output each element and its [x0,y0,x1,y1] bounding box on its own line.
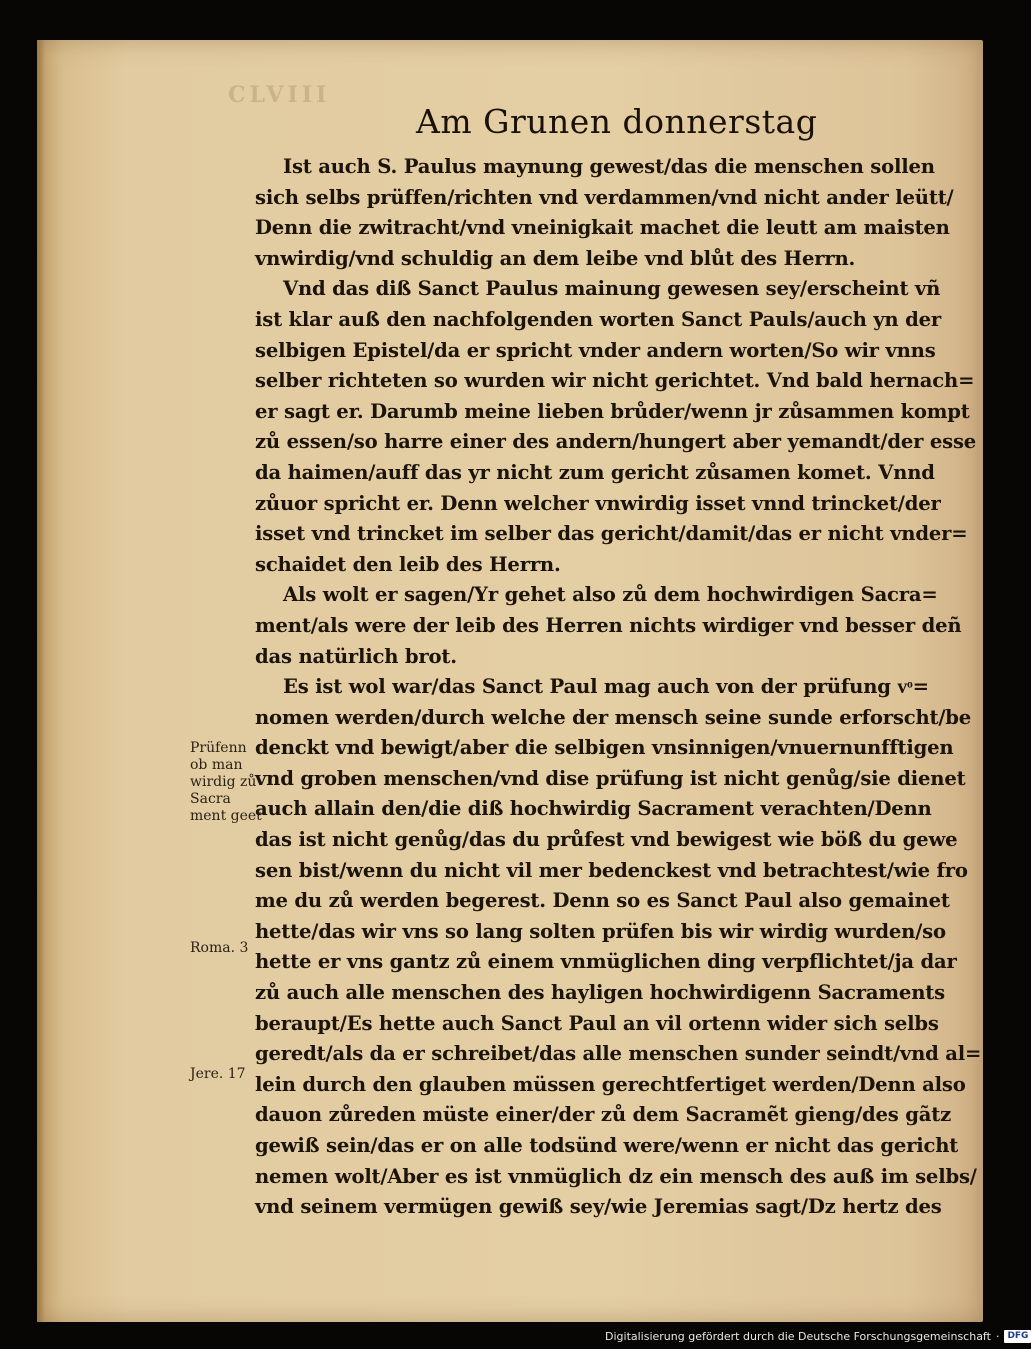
text-line: ment/als were der leib des Herren nichts wirdiger vnd besser deñ [255,613,962,637]
footer-credit: Digitalisierung gefördert durch die Deutsche Forschungsgemeinschaft [605,1330,991,1343]
text-line: selber richteten so wurden wir nicht gerichtet. Vnd bald hernach= [255,369,975,393]
footer [605,1330,1031,1343]
text-line: hette er vns gantz zů einem vnmüglichen ding verpflichtet/ja dar [255,950,957,974]
text-line: nemen wolt/Aber es ist vnmüglich dz ein mensch des auß im selbs/ [255,1164,977,1188]
text-line: Ist auch S. Paulus maynung gewest/das die menschen sollen [283,155,935,178]
text-line: me du zů werden begerest. Denn so es Sanct Paul also gemainet [255,889,950,913]
text-line: er sagt er. Darumb meine lieben brůder/wenn jr zůsammen kompt [255,399,970,423]
page-gutter-shadow [37,40,45,1322]
text-line: vnd seinem vermügen gewiß sey/wie Jeremias sagt/Dz hertz des [255,1195,942,1219]
text-line: vnd groben menschen/vnd dise prüfung ist nicht genůg/sie dienet [255,766,966,790]
text-line: dauon zůreden müste einer/der zů dem Sacramẽt gieng/des gãtz [255,1103,952,1127]
text-line: hette/das wir vns so lang solten prüfen bis wir wirdig wurden/so [255,919,946,943]
footer-separator-icon: · [995,1330,1000,1343]
text-line: geredt/als da er schreibet/das alle menschen sunder seindt/vnd al= [255,1042,982,1066]
text-line: sen bist/wenn du nicht vil mer bedenckest vnd betrachtest/wie fro [255,858,968,882]
show-through-folio: CLVIII [228,82,331,108]
running-head: Am Grunen donnerstag [416,102,818,141]
text-line: vnwirdig/vnd schuldig an dem leibe vnd blůt des Herrn. [255,246,856,270]
dfg-logo-icon: DFG [1004,1330,1031,1343]
text-line: schaidet den leib des Herrn. [255,552,561,576]
text-line: Denn die zwitracht/vnd vneinigkait machet die leutt am maisten [255,216,950,240]
text-line: selbigen Epistel/da er spricht vnder andern worten/So wir vnns [255,338,936,362]
text-line: lein durch den glauben müssen gerechtfertiget werden/Denn also [255,1072,966,1096]
text-line: isset vnd trincket im selber das gericht/damit/das er nicht vnder= [255,522,968,546]
text-line: beraupt/Es hette auch Sanct Paul an vil ortenn wider sich selbs [255,1011,939,1035]
text-line: nomen werden/durch welche der mensch seine sunde erforscht/be [255,705,972,729]
text-line: Als wolt er sagen/Yr gehet also zů dem hochwirdigen Sacra= [283,583,938,607]
margin-note-roma: Roma. 3 [190,940,249,956]
text-line: auch allain den/die diß hochwirdig Sacrament verachten/Denn [255,797,932,821]
text-line: da haimen/auff das yr nicht zum gericht zůsamen komet. Vnnd [255,460,935,484]
text-line: das natürlich brot. [255,644,457,668]
text-line: gewiß sein/das er on alle todsünd were/wenn er nicht das gericht [255,1134,959,1157]
text-line: zůuor spricht er. Denn welcher vnwirdig isset vnnd trincket/der [255,491,941,515]
margin-note-pruefen: Prüfenn ob man wirdig zů Sacra ment geet [190,740,262,824]
text-line: denckt vnd bewigt/aber die selbigen vnsinnigen/vnuernunfftigen [255,736,954,760]
text-line: ist klar auß den nachfolgenden worten Sanct Pauls/auch yn der [255,307,941,331]
text-line: Vnd das diß Sanct Paulus mainung gewesen sey/erscheint vñ [283,277,941,301]
text-line: zů essen/so harre einer des andern/hungert aber yemandt/der esse [255,430,977,454]
text-line: sich selbs prüffen/richten vnd verdammen/vnd nicht ander leütt/ [255,185,954,209]
body-text [255,152,982,1223]
margin-note-jere: Jere. 17 [190,1066,246,1082]
text-line: Es ist wol war/das Sanct Paul mag auch von der prüfung vͦ= [283,675,929,699]
text-line: das ist nicht genůg/das du průfest vnd bewigest wie böß du gewe [255,828,958,852]
text-line: zů auch alle menschen des hayligen hochwirdigenn Sacraments [255,981,945,1005]
